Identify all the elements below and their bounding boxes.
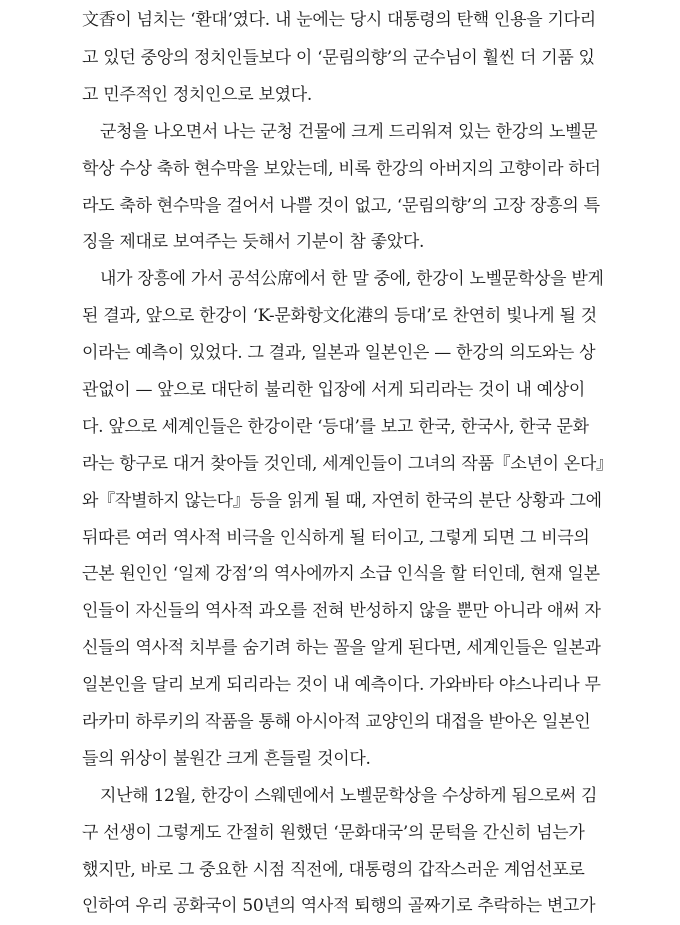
text-line: 학상 수상 축하 현수막을 보았는데, 비록 한강의 아버지의 고향이라 하더 <box>82 158 601 179</box>
text-line: 라카미 하루키의 작품을 통해 아시아적 교양인의 대접을 받아온 일본인 <box>82 712 591 733</box>
text-line: 징을 제대로 보여주는 듯해서 기분이 참 좋았다. <box>82 232 425 253</box>
text-line: 구 선생이 그렇게도 간절히 원했던 ‘문화대국’의 문턱을 간신히 넘는가 <box>82 822 585 843</box>
text-line: 근본 원인인 ‘일제 강점’의 역사에까지 소급 인식을 할 터인데, 현재 일본 <box>82 564 600 585</box>
text-line: 라도 축하 현수막을 걸어서 나쁠 것이 없고, ‘문림의향’의 고장 장흥의 특 <box>82 195 600 216</box>
text-line: 된 결과, 앞으로 한강이 ‘K-문화항文化港의 등대’로 찬연히 빛나게 될 것 <box>82 306 597 327</box>
paragraph-first-line: 지난해 12월, 한강이 스웨덴에서 노벨문학상을 수상하게 됨으로써 김 <box>100 785 598 806</box>
text-line: 文香이 넘치는 ‘환대’였다. 내 눈에는 당시 대통령의 탄핵 인용을 기다리 <box>82 10 596 30</box>
text-line: 인하여 우리 공화국이 50년의 역사적 퇴행의 골짜기로 추락하는 변고가 <box>82 896 596 917</box>
body-text <box>82 0 642 925</box>
text-line: 인들이 자신들의 역사적 과오를 전혀 반성하지 않을 뿐만 아니라 애써 자 <box>82 601 601 622</box>
text-line: 와『작별하지 않는다』등을 읽게 될 때, 자연히 한국의 분단 상황과 그에 <box>82 490 602 511</box>
text-line: 고 있던 중앙의 정치인들보다 이 ‘문림의향’의 군수님이 훨씬 더 기품 있 <box>82 48 595 68</box>
paragraph-first-line: 군청을 나오면서 나는 군청 건물에 크게 드리워져 있는 한강의 노벨문 <box>100 121 598 142</box>
text-line: 일본인을 달리 보게 되리라는 것이 내 예측이다. 가와바타 야스나리나 무 <box>82 675 601 696</box>
text-line: 이라는 예측이 있었다. 그 결과, 일본과 일본인은 — 한강의 의도와는 상 <box>82 343 596 364</box>
text-line: 관없이 — 앞으로 대단히 불리한 입장에 서게 되리라는 것이 내 예상이 <box>82 380 586 401</box>
text-line: 라는 항구로 대거 찾아들 것인데, 세계인들이 그녀의 작품『소년이 온다』 <box>82 453 613 474</box>
text-line: 했지만, 바로 그 중요한 시점 직전에, 대통령의 갑작스러운 계엄선포로 <box>82 859 585 880</box>
paragraph-first-line: 내가 장흥에 가서 공석公席에서 한 말 중에, 한강이 노벨문학상을 받게 <box>100 269 604 290</box>
text-line: 고 민주적인 정치인으로 보였다. <box>82 84 313 105</box>
text-line: 신들의 역사적 치부를 숨기려 하는 꼴을 알게 된다면, 세계인들은 일본과 <box>82 638 601 659</box>
text-line: 뒤따른 여러 역사적 비극을 인식하게 될 터이고, 그렇게 되면 그 비극의 <box>82 527 590 548</box>
text-line: 다. 앞으로 세계인들은 한강이란 ‘등대’를 보고 한국, 한국사, 한국 문화 <box>82 416 589 437</box>
text-line: 들의 위상이 불원간 크게 흔들릴 것이다. <box>82 748 371 769</box>
